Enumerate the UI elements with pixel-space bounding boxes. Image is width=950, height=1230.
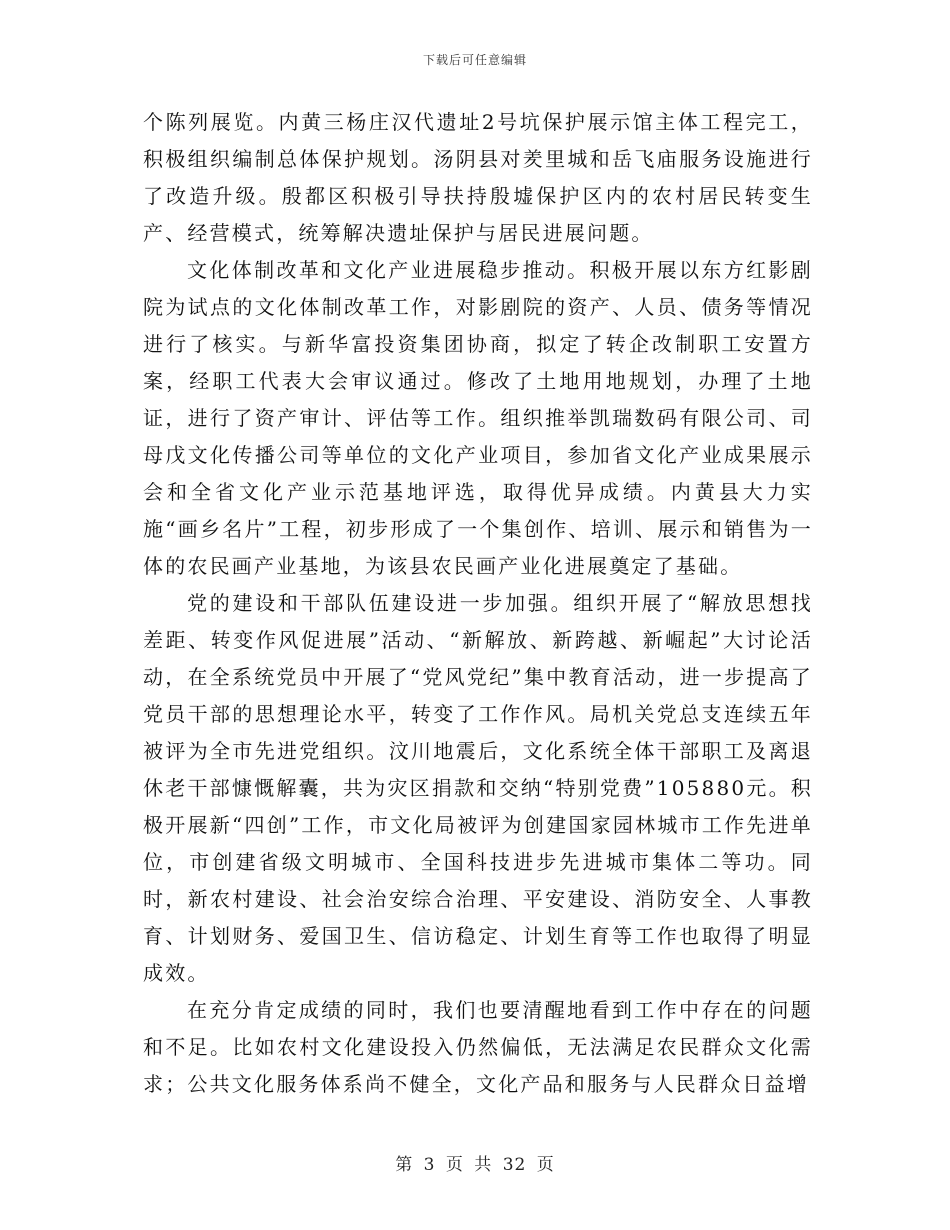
paragraph-continuation: 个陈列展览。内黄三杨庄汉代遗址2号坑保护展示馆主体工程完工，积极组织编制总体保护规划。汤阴县对羑里城和岳飞庙服务设施进行了改造升级。殷都区积极引导扶持殷墟保护区内的农村居民转变生产、经营模式，统筹解决遗址保护与居民进展问题。 — [143, 110, 813, 245]
page-header: 下载后可任意编辑 — [422, 53, 527, 67]
document-body — [143, 104, 813, 1103]
paragraph-problems: 在充分肯定成绩的同时，我们也要清醒地看到工作中存在的问题和不足。比如农村文化建设投入仍然偏低，无法满足农民群众文化需求；公共文化服务体系尚不健全，文化产品和服务与人民群众日益增 — [143, 998, 813, 1096]
paragraph-party-building: 党的建设和干部队伍建设进一步加强。组织开展了“解放思想找差距、转变作风促进展”活动、“新解放、新跨越、新崛起”大讨论活动，在全系统党员中开展了“党风党纪”集中教育活动，进一步提高了党员干部的思想理论水平，转变了工作作风。局机关党总支连续五年被评为全市先进党组织。汶川地震后，文化系统全体干部职工及离退休老干部慷慨解囊，共为灾区捐款和交纳“特别党费”105880元。积极开展新“四创”工作，市文化局被评为创建国家园林城市工作先进单位，市创建省级文明城市、全国科技进步先进城市集体二等功。同时，新农村建设、社会治安综合治理、平安建设、消防安全、人事教育、计划财务、爱国卫生、信访稳定、计划生育等工作也取得了明显成效。 — [143, 591, 813, 985]
paragraph-cultural-reform: 文化体制改革和文化产业进展稳步推动。积极开展以东方红影剧院为试点的文化体制改革工作，对影剧院的资产、人员、债务等情况进行了核实。与新华富投资集团协商，拟定了转企改制职工安置方案，经职工代表大会审议通过。修改了土地用地规划，办理了土地证，进行了资产审计、评估等工作。组织推举凯瑞数码有限公司、司母戊文化传播公司等单位的文化产业项目，参加省文化产业成果展示会和全省文化产业示范基地评选，取得优异成绩。内黄县大力实施“画乡名片”工程，初步形成了一个集创作、培训、展示和销售为一体的农民画产业基地，为该县农民画产业化进展奠定了基础。 — [143, 258, 813, 578]
page-number-footer: 第 3 页 共 32 页 — [395, 1155, 555, 1175]
